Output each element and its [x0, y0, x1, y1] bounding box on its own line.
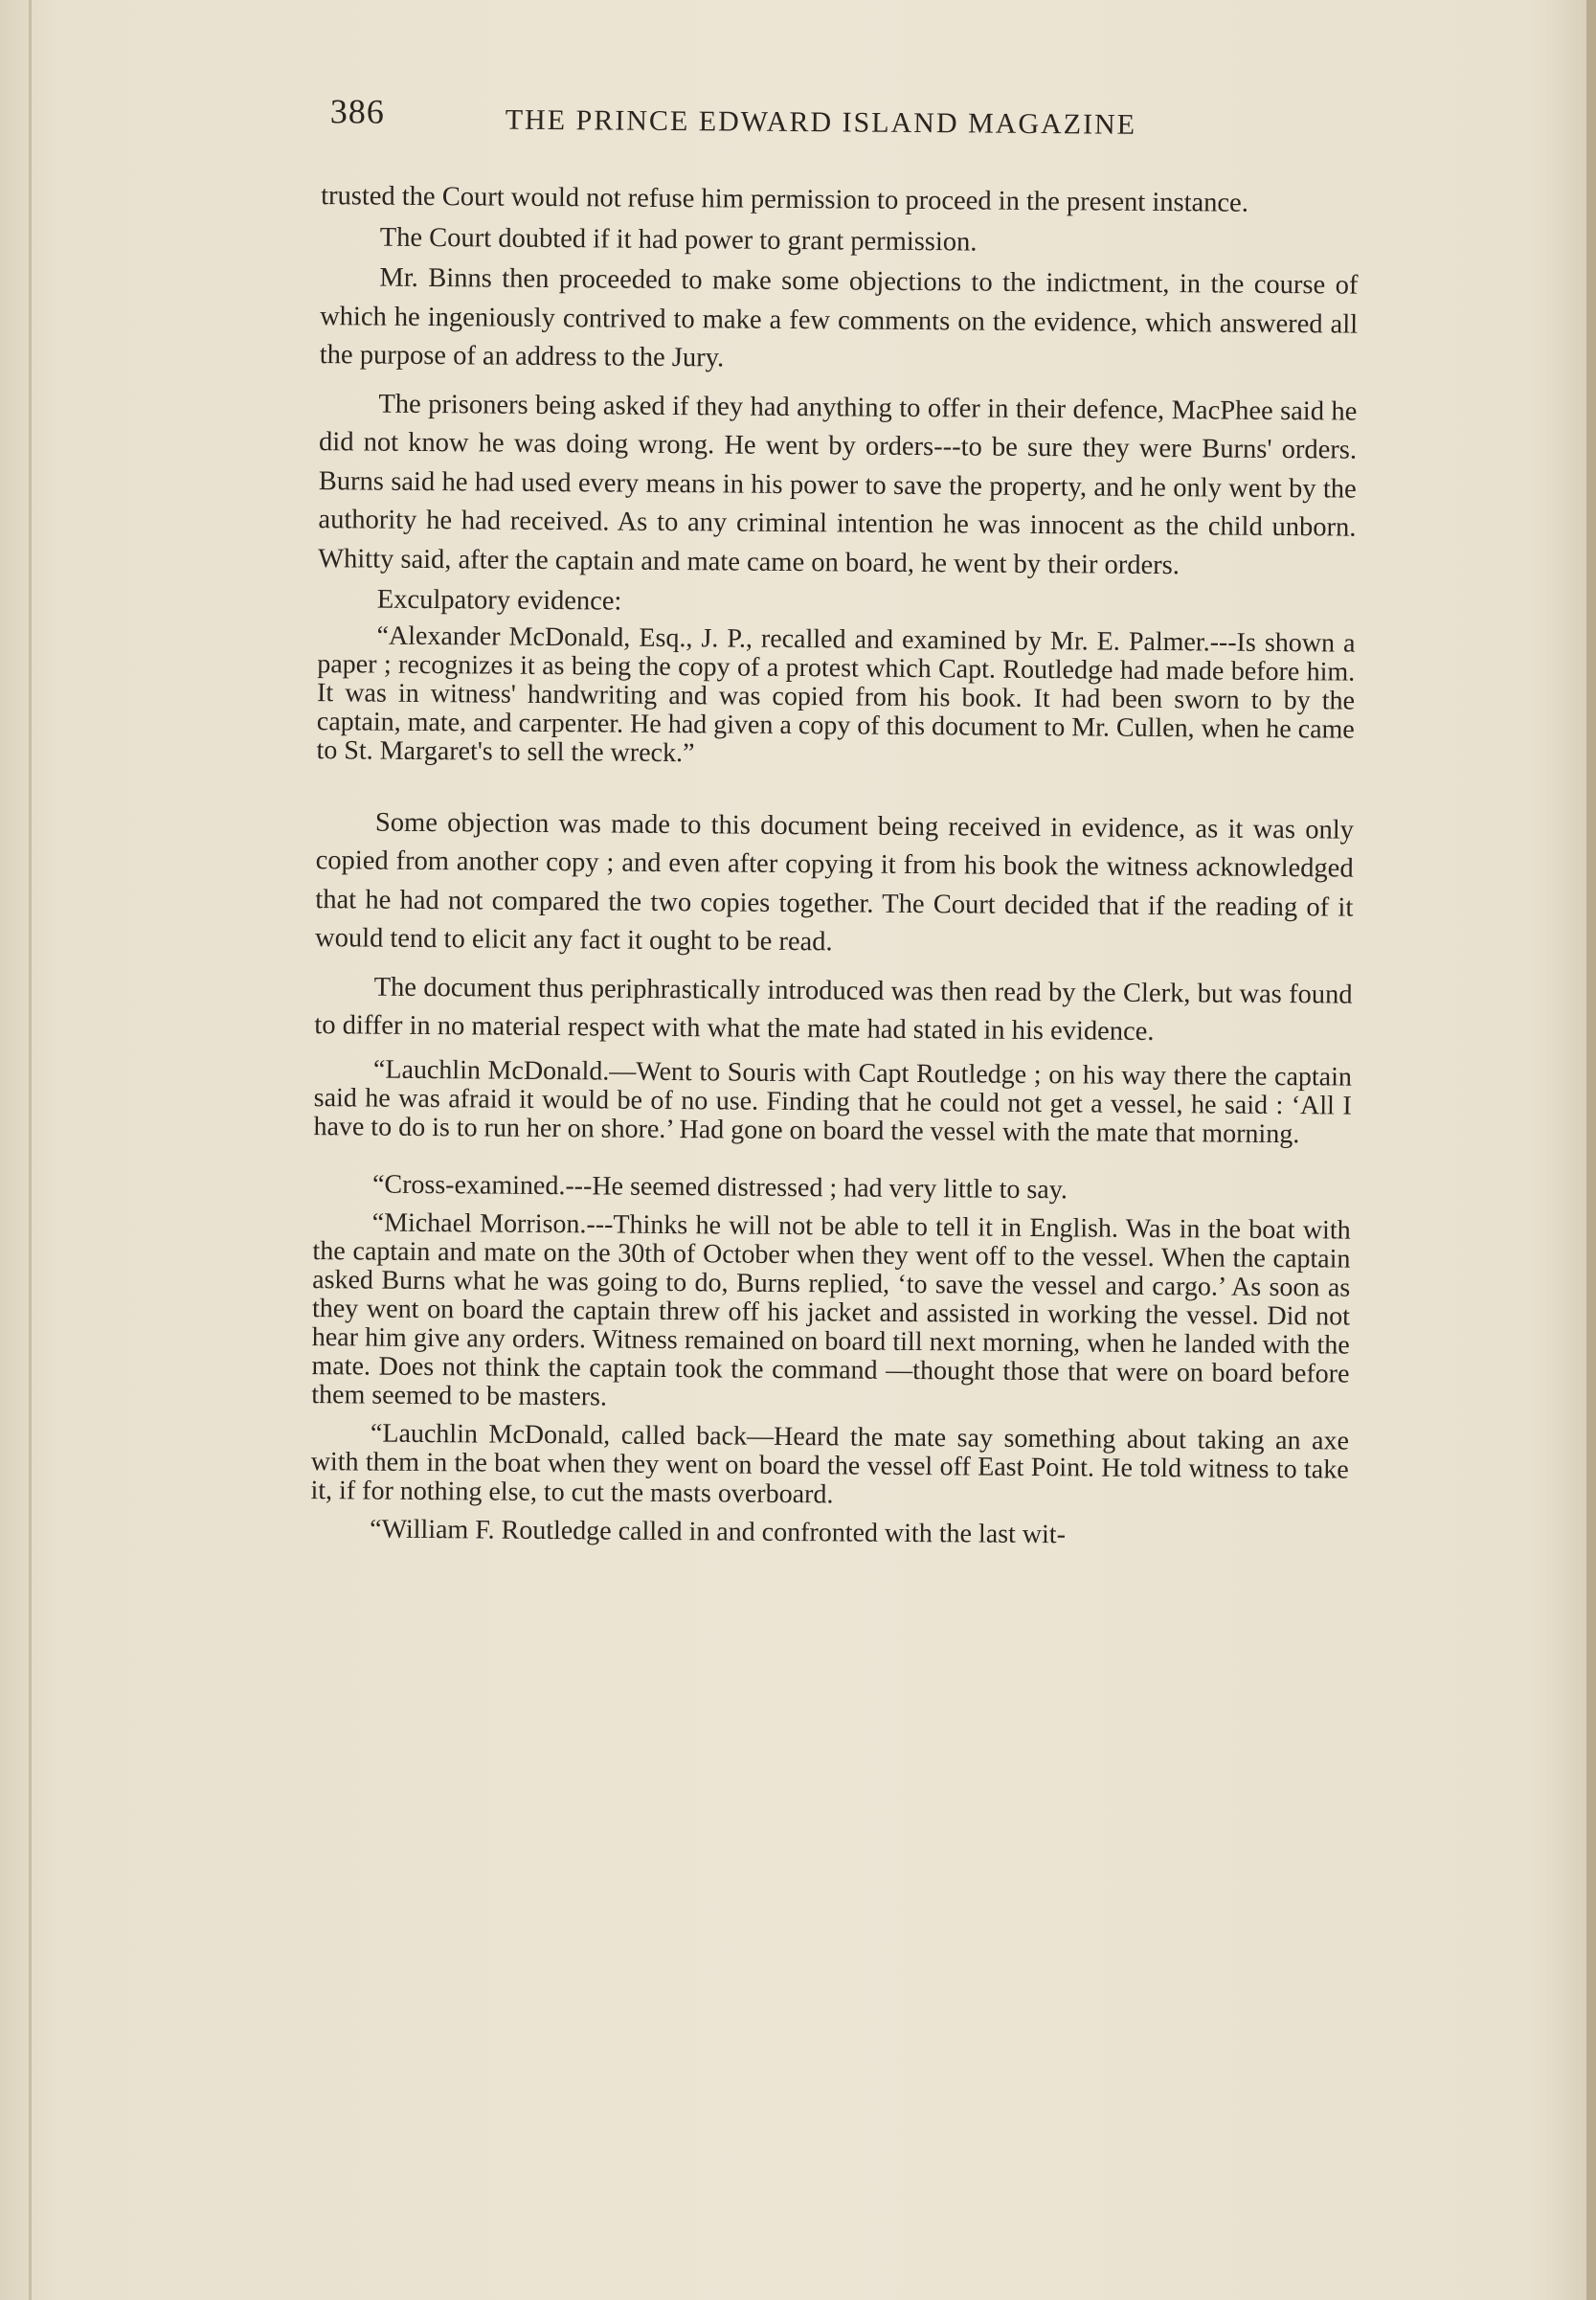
paragraph: The prisoners being asked if they had anything to offer in their defence, MacPhee said he did not know he was doing wrong. He went by orders---to be sure they were Burns' orders. Burns said he had used every means in his power to save the property, and he only went by the authority he had received. As to any criminal intention he was innocent as the child unborn. Whitty said, after the captain and mate came on board, he went by their orders. — [318, 389, 1358, 580]
page-number: 386 — [329, 92, 385, 131]
paragraph: Mr. Binns then proceeded to make some objections to the indictment, in the course of which he ingeniously contrived to make a few comments on the evidence, which answered all the purpose of an address to the Jury. — [319, 262, 1359, 373]
quoted-testimony: “Alexander McDonald, Esq., J. P., recalled and examined by Mr. E. Palmer.---Is shown a paper ; recognizes it as being the copy of a protest which Capt. Routledge had made before him. It was in witness' handwriting and was copied from his book. It had been sworn to by the captain, mate, and carpenter. He had given a copy of this document to Mr. Cullen, when he came to St. Margaret's to sell the wreck.” — [316, 620, 1356, 768]
paragraph: Exculpatory evidence: — [376, 584, 622, 617]
page-header — [305, 91, 1360, 186]
paragraph: The document thus periphrastically introduced was then read by the Clerk, but was found to differ in no material respect with what the mate had stated in his evidence. — [314, 972, 1353, 1047]
paragraph: trusted the Court would not refuse him permission to proceed in the present instance. — [321, 181, 1249, 218]
page-content — [295, 91, 1360, 1551]
quoted-testimony: “Lauchlin McDonald.—Went to Souris with Capt Routledge ; on his way there the captain said he was afraid it would be of no use. Finding that he could not get a vessel, he said : ‘All I have to do is to run her on shore.’ Had gone on board the vessel with the mate that morning. — [313, 1054, 1353, 1149]
running-title: THE PRINCE EDWARD ISLAND MAGAZINE — [505, 103, 1137, 141]
quoted-testimony: “William F. Routledge called in and confronted with the last wit- — [370, 1514, 1067, 1549]
quoted-testimony: “Lauchlin McDonald, called back—Heard the mate say something about taking an axe with them in the boat when they went on board the vessel off East Point. He told witness to take it, if for nothing else, to cut the masts overboard. — [310, 1418, 1350, 1509]
page-edge — [1586, 0, 1596, 2300]
quoted-testimony: “Cross-examined.---He seemed distressed ; had very little to say. — [371, 1169, 1068, 1205]
quoted-testimony: “Michael Morrison.---Thinks he will not be able to tell it in English. Was in the boat with the captain and mate on the 30th of October when they went off to the vessel. When the captain asked Burns what he was going to do, Burns replied, ‘to save the vessel and cargo.’ As soon as they went on board the captain threw off his jacket and assisted in working the vessel. Did not hear him give any orders. Witness remained on board till next morning, when he landed with the mate. Does not think the captain took the command —thought those that were on board before them seemed to be masters. — [311, 1207, 1351, 1412]
paragraph: The Court doubted if it had power to grant permission. — [379, 222, 978, 258]
body-text — [295, 177, 1359, 1551]
paragraph: Some objection was made to this document being received in evidence, as it was only copied from another copy ; and even after copying it from his book the witness acknowledged that he had not compared the two copies together. The Court decided that if the reading of it would tend to elicit any fact it ought to be read. — [314, 807, 1355, 958]
page-gutter — [29, 0, 32, 2300]
